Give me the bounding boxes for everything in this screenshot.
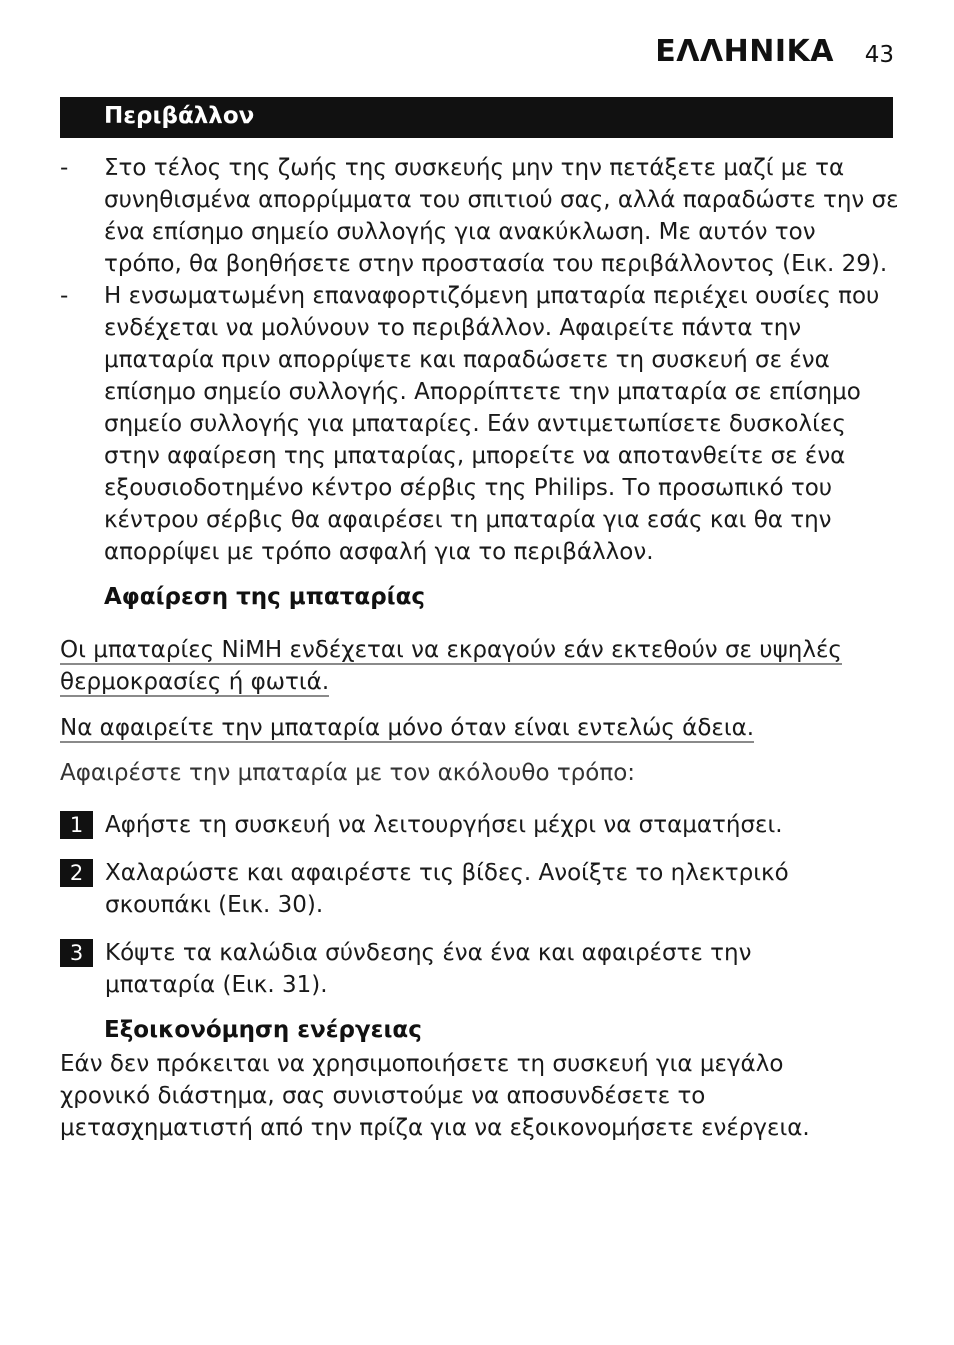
list-item	[60, 280, 900, 568]
step-item	[60, 809, 860, 841]
battery-removal-heading: Αφαίρεση της μπαταρίας	[104, 584, 426, 610]
page-number: 43	[864, 42, 894, 68]
list-item	[60, 152, 900, 280]
step-item	[60, 937, 860, 1001]
warning-explosion	[60, 634, 896, 698]
section-title: Περιβάλλον	[104, 103, 255, 129]
warning-empty-battery	[60, 712, 754, 744]
step-text: Αφήστε τη συσκευή να λειτουργήσει μέχρι να σταματήσει.	[105, 812, 783, 838]
warning-empty-battery-text: Να αφαιρείτε την μπαταρία μόνο όταν είναι εντελώς άδεια.	[60, 715, 755, 741]
bullet-dash: -	[60, 283, 69, 309]
bullet-text: Στο τέλος της ζωής της συσκευής μην την πετάξετε μαζί με τα συνηθισμένα απορρίμματα του σπιτιού σας, αλλά παραδώστε την σε ένα επίσημο σημείο συλλογής για ανακύκλωση. Με αυτόν τον τρόπο, θα βοηθήσετε στην προστασία του περιβάλλοντος (Εικ. 29).	[104, 155, 899, 277]
section-title-bar	[60, 97, 893, 138]
step-number: 1	[60, 811, 93, 839]
warning-explosion-text: Οι μπαταρίες NiMH ενδέχεται να εκραγούν εάν εκτεθούν σε υψηλές θερμοκρασίες ή φωτιά.	[60, 637, 842, 695]
language-label: ΕΛΛΗΝΙΚΑ	[655, 34, 834, 69]
step-text: Χαλαρώστε και αφαιρέστε τις βίδες. Ανοίξτε το ηλεκτρικό σκουπάκι (Εικ. 30).	[105, 860, 789, 918]
step-item	[60, 857, 860, 921]
bullet-dash: -	[60, 155, 69, 181]
step-text: Κόψτε τα καλώδια σύνδεσης ένα ένα και αφαιρέστε την μπαταρία (Εικ. 31).	[105, 940, 752, 998]
step-number: 2	[60, 859, 93, 887]
energy-saving-text: Εάν δεν πρόκειται να χρησιμοποιήσετε τη συσκευή για μεγάλο χρονικό διάστημα, σας συνιστούμε να αποσυνδέσετε το μετασχηματιστή από την πρίζα για να εξοικονομήσετε ενέργεια.	[60, 1051, 810, 1141]
energy-saving-heading: Εξοικονόμηση ενέργειας	[104, 1017, 422, 1043]
step-number: 3	[60, 939, 93, 967]
removal-intro: Αφαιρέστε την μπαταρία με τον ακόλουθο τρόπο:	[60, 760, 636, 786]
bullet-text: Η ενσωματωμένη επαναφορτιζόμενη μπαταρία περιέχει ουσίες που ενδέχεται να μολύνουν το περιβάλλον. Αφαιρείτε πάντα την μπαταρία πριν απορρίψετε και παραδώσετε τη συσκευή σε ένα επίσημο σημείο συλλογής. Απορρίπτετε την μπαταρία σε επίσημο σημείο συλλογής για μπαταρίες. Εάν αντιμετωπίσετε δυσκολίες στην αφαίρεση της μπαταρίας, μπορείτε να αποτανθείτε σε ένα εξουσιοδοτημένο κέντρο σέρβις της Philips. Το προσωπικό του κέντρου σέρβις θα αφαιρέσει τη μπαταρία για εσάς και θα την απορρίψει με τρόπο ασφαλή για το περιβάλλον.	[104, 283, 880, 565]
bullet-list	[60, 152, 900, 568]
